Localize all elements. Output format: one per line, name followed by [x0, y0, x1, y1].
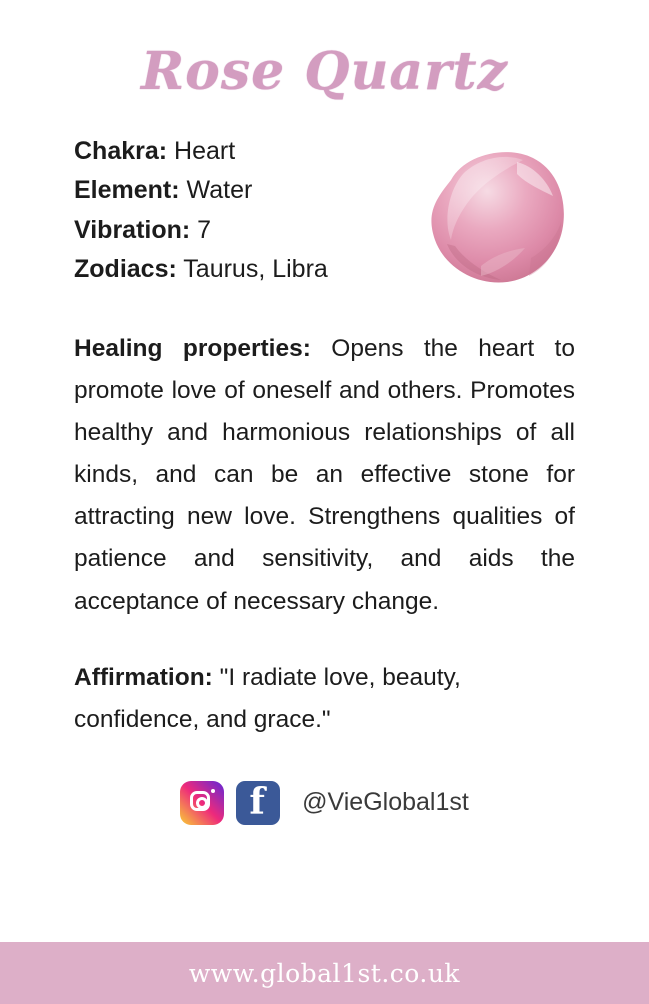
affirmation-section [74, 657, 575, 741]
attribute-zodiacs-label: Zodiacs: [74, 255, 177, 284]
card-content [0, 108, 649, 884]
affirmation-label: Affirmation: [74, 663, 213, 691]
healing-properties-section [74, 328, 575, 623]
attribute-element-label: Element: [74, 176, 180, 205]
attribute-chakra-value: Heart [174, 136, 236, 165]
attribute-chakra-label: Chakra: [74, 136, 168, 165]
instagram-icon-lens [196, 797, 208, 809]
facebook-icon[interactable] [236, 781, 280, 825]
attribute-zodiacs-value: Taurus, Libra [183, 255, 328, 284]
attribute-chakra [74, 132, 328, 172]
social-handle: @VieGlobal1st [302, 788, 469, 817]
attribute-list [74, 132, 328, 290]
attribute-element [74, 171, 328, 211]
social-links [74, 781, 575, 825]
footer-bar [0, 942, 649, 1004]
attribute-vibration [74, 211, 328, 251]
affirmation-text: "I radiate love, beauty, confidence, and grace." [74, 663, 461, 733]
instagram-icon[interactable] [180, 781, 224, 825]
rose-quartz-stone-icon [421, 140, 573, 292]
attributes-and-image-row [74, 132, 575, 292]
healing-properties-label: Healing properties: [74, 334, 311, 362]
footer-website-url[interactable]: www.global1st.co.uk [188, 958, 461, 988]
content-spacer [0, 883, 649, 942]
facebook-icon-glyph: f [249, 780, 265, 823]
attribute-vibration-value: 7 [197, 215, 212, 244]
healing-properties-text: Opens the heart to promote love of oneself and others. Promotes healthy and harmonious relationships of all kinds, and can be an effective stone for attracting new love. Strengthens qualities of patience and sensitivity, and aids the acceptance of necessary change. [74, 334, 575, 615]
attribute-zodiacs [74, 250, 328, 290]
attribute-element-value: Water [186, 176, 253, 205]
attribute-vibration-label: Vibration: [74, 215, 191, 244]
page-title: Rose Quartz [140, 41, 509, 102]
